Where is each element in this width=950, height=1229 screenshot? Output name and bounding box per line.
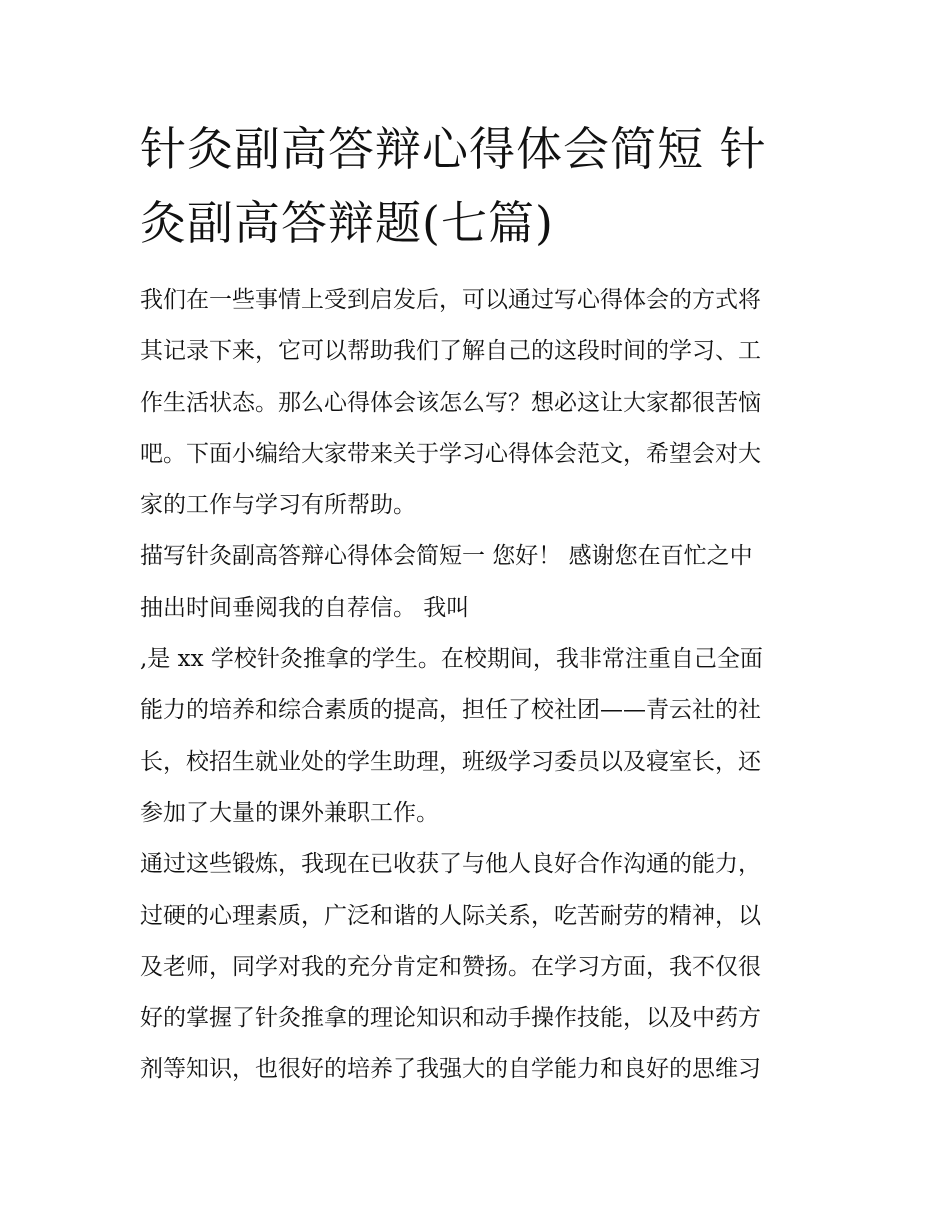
title-line: 灸副高答辩题(七篇) <box>140 196 554 250</box>
body-line: 剂等知识，也很好的培养了我强大的自学能力和良好的思维习 <box>140 1056 761 1083</box>
body-line: 通过这些锻炼，我现在已收获了与他人良好合作沟通的能力， <box>140 851 761 878</box>
body-line: 参加了大量的课外兼职工作。 <box>140 799 439 826</box>
body-line: 描写针灸副高答辩心得体会简短一 您好！ 感谢您在百忙之中 <box>140 543 753 570</box>
body-line: 好的掌握了针灸推拿的理论知识和动手操作技能，以及中药方 <box>140 1005 761 1032</box>
body-line: 过硬的心理素质，广泛和谐的人际关系，吃苦耐劳的精神，以 <box>140 902 761 929</box>
body-line: 作生活状态。那么心得体会该怎么写？想必这让大家都很苦恼 <box>140 389 761 416</box>
body-line: 其记录下来，它可以帮助我们了解自己的这段时间的学习、工 <box>140 338 761 365</box>
body-line: 长，校招生就业处的学生助理，班级学习委员以及寝室长，还 <box>140 748 761 775</box>
title-line: 针灸副高答辩心得体会简短 针 <box>140 122 767 176</box>
document-body <box>140 275 830 1096</box>
body-line: 抽出时间垂阅我的自荐信。 我叫 <box>140 594 470 621</box>
body-line: 我们在一些事情上受到启发后，可以通过写心得体会的方式将 <box>140 287 761 313</box>
body-line: 吧。下面小编给大家带来关于学习心得体会范文，希望会对大 <box>140 440 761 467</box>
body-line: 家的工作与学习有所帮助。 <box>140 492 416 519</box>
body-line: 能力的培养和综合素质的提高，担任了校社团——青云社的社 <box>140 697 761 724</box>
body-line: 及老师，同学对我的充分肯定和赞扬。在学习方面，我不仅很 <box>140 953 761 980</box>
body-line: ,是 xx 学校针灸推拿的学生。在校期间，我非常注重自己全面 <box>140 646 763 673</box>
document-title <box>140 112 830 260</box>
